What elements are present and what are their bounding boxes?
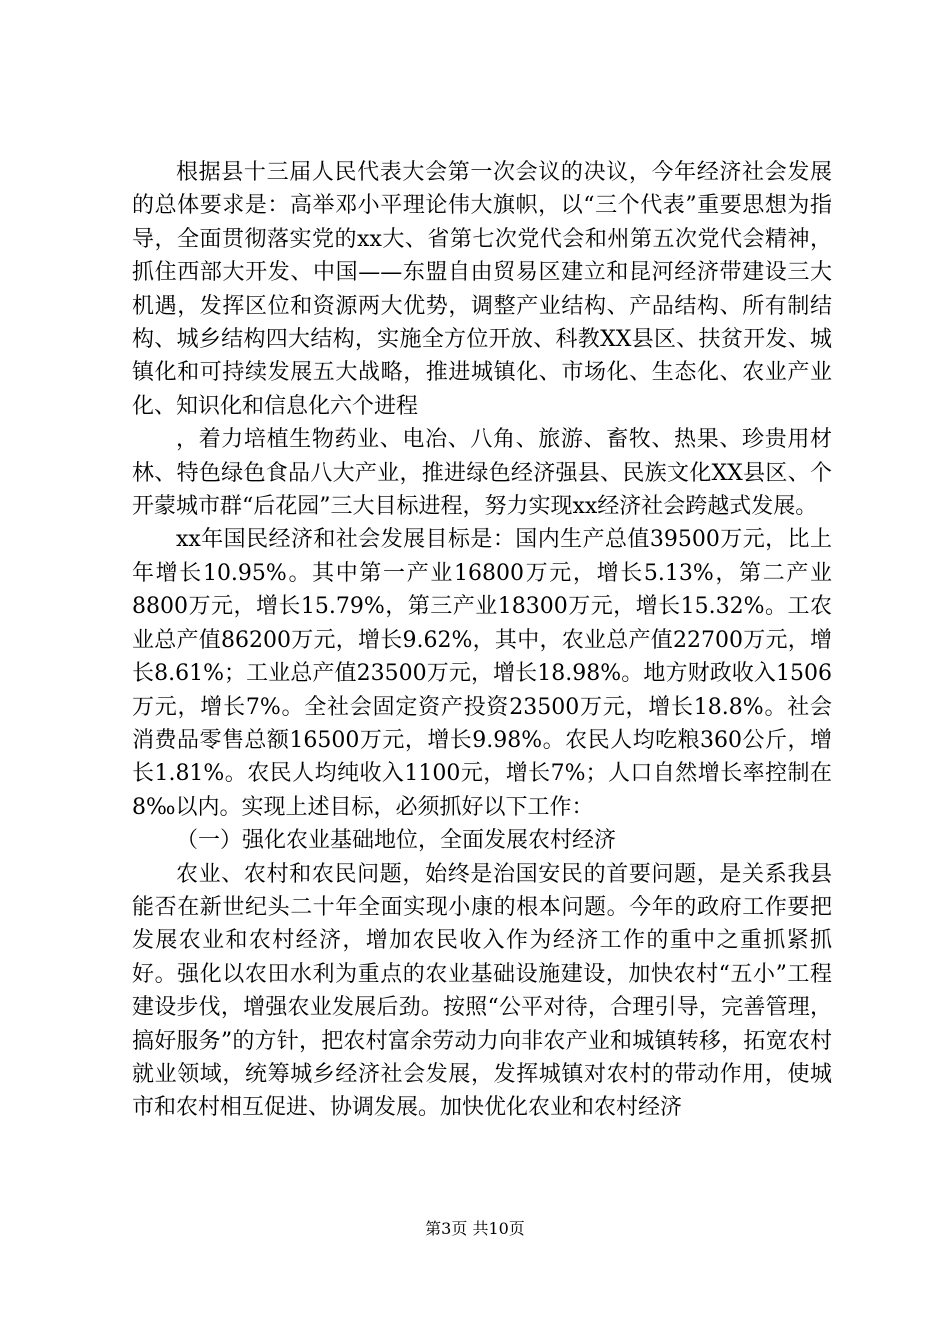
paragraph-economic-targets: xx年国民经济和社会发展目标是：国内生产总值39500万元，比上年增长10.95%。其中第一产业16800万元，增长5.13%，第二产业8800万元，增长15.79%，第三产业18300万元，增长15.32%。工农业总产值86200万元，增长9.62%，其中，农业总产值22700万元，增长8.61%；工业总产值23500万元，增长18.98%。地方财政收入1506万元，增长7%。全社会固定资产投资23500万元，增长18.8%。社会消费品零售总额16500万元，增长9.98%。农民人均吃粮360公斤，增长1.81%。农民人均纯收入1100元，增长7%；人口自然增长率控制在8‰以内。实现上述目标，必须抓好以下工作： — [132, 527, 832, 820]
page-footer: 第3页 共10页 — [425, 1219, 525, 1238]
section-heading: （一）强化农业基础地位，全面发展农村经济 — [176, 828, 617, 854]
paragraph-overall-requirements: 根据县十三届人民代表大会第一次会议的决议，今年经济社会发展的总体要求是：高举邓小平理论伟大旗帜，以“三个代表”重要思想为指导，全面贯彻落实党的xx大、省第七次党代会和州第五次党代会精神，抓住西部大开发、中国——东盟自由贸易区建立和昆河经济带建设三大机遇，发挥区位和资源两大优势，调整产业结构、产品结构、所有制结构、城乡结构四大结构，实施全方位开放、科教XX县区、扶贫开发、城镇化和可持续发展五大战略，推进城镇化、市场化、生态化、农业产业化、知识化和信息化六个进程 — [132, 160, 832, 419]
document-body — [132, 156, 832, 1125]
paragraph-agriculture: 农业、农村和农民问题，始终是治国安民的首要问题，是关系我县能否在新世纪头二十年全面实现小康的根本问题。今年的政府工作要把发展农业和农村经济，增加农民收入作为经济工作的重中之重抓紧抓好。强化以农田水利为重点的农业基础设施建设，加快农村“五小”工程建设步伐，增强农业发展后劲。按照“公平对待，合理引导，完善管理，搞好服务”的方针，把农村富余劳动力向非农产业和城镇转移，拓宽农村就业领域，统筹城乡经济社会发展，发挥城镇对农村的带动作用，使城市和农村相互促进、协调发展。加快优化农业和农村经济 — [132, 861, 832, 1121]
paragraph-industries: ，着力培植生物药业、电冶、八角、旅游、畜牧、热果、珍贵用材林、特色绿色食品八大产业，推进绿色经济强县、民族文化XX县区、个开蒙城市群“后花园”三大目标进程，努力实现xx经济社会跨越式发展。 — [132, 427, 832, 520]
